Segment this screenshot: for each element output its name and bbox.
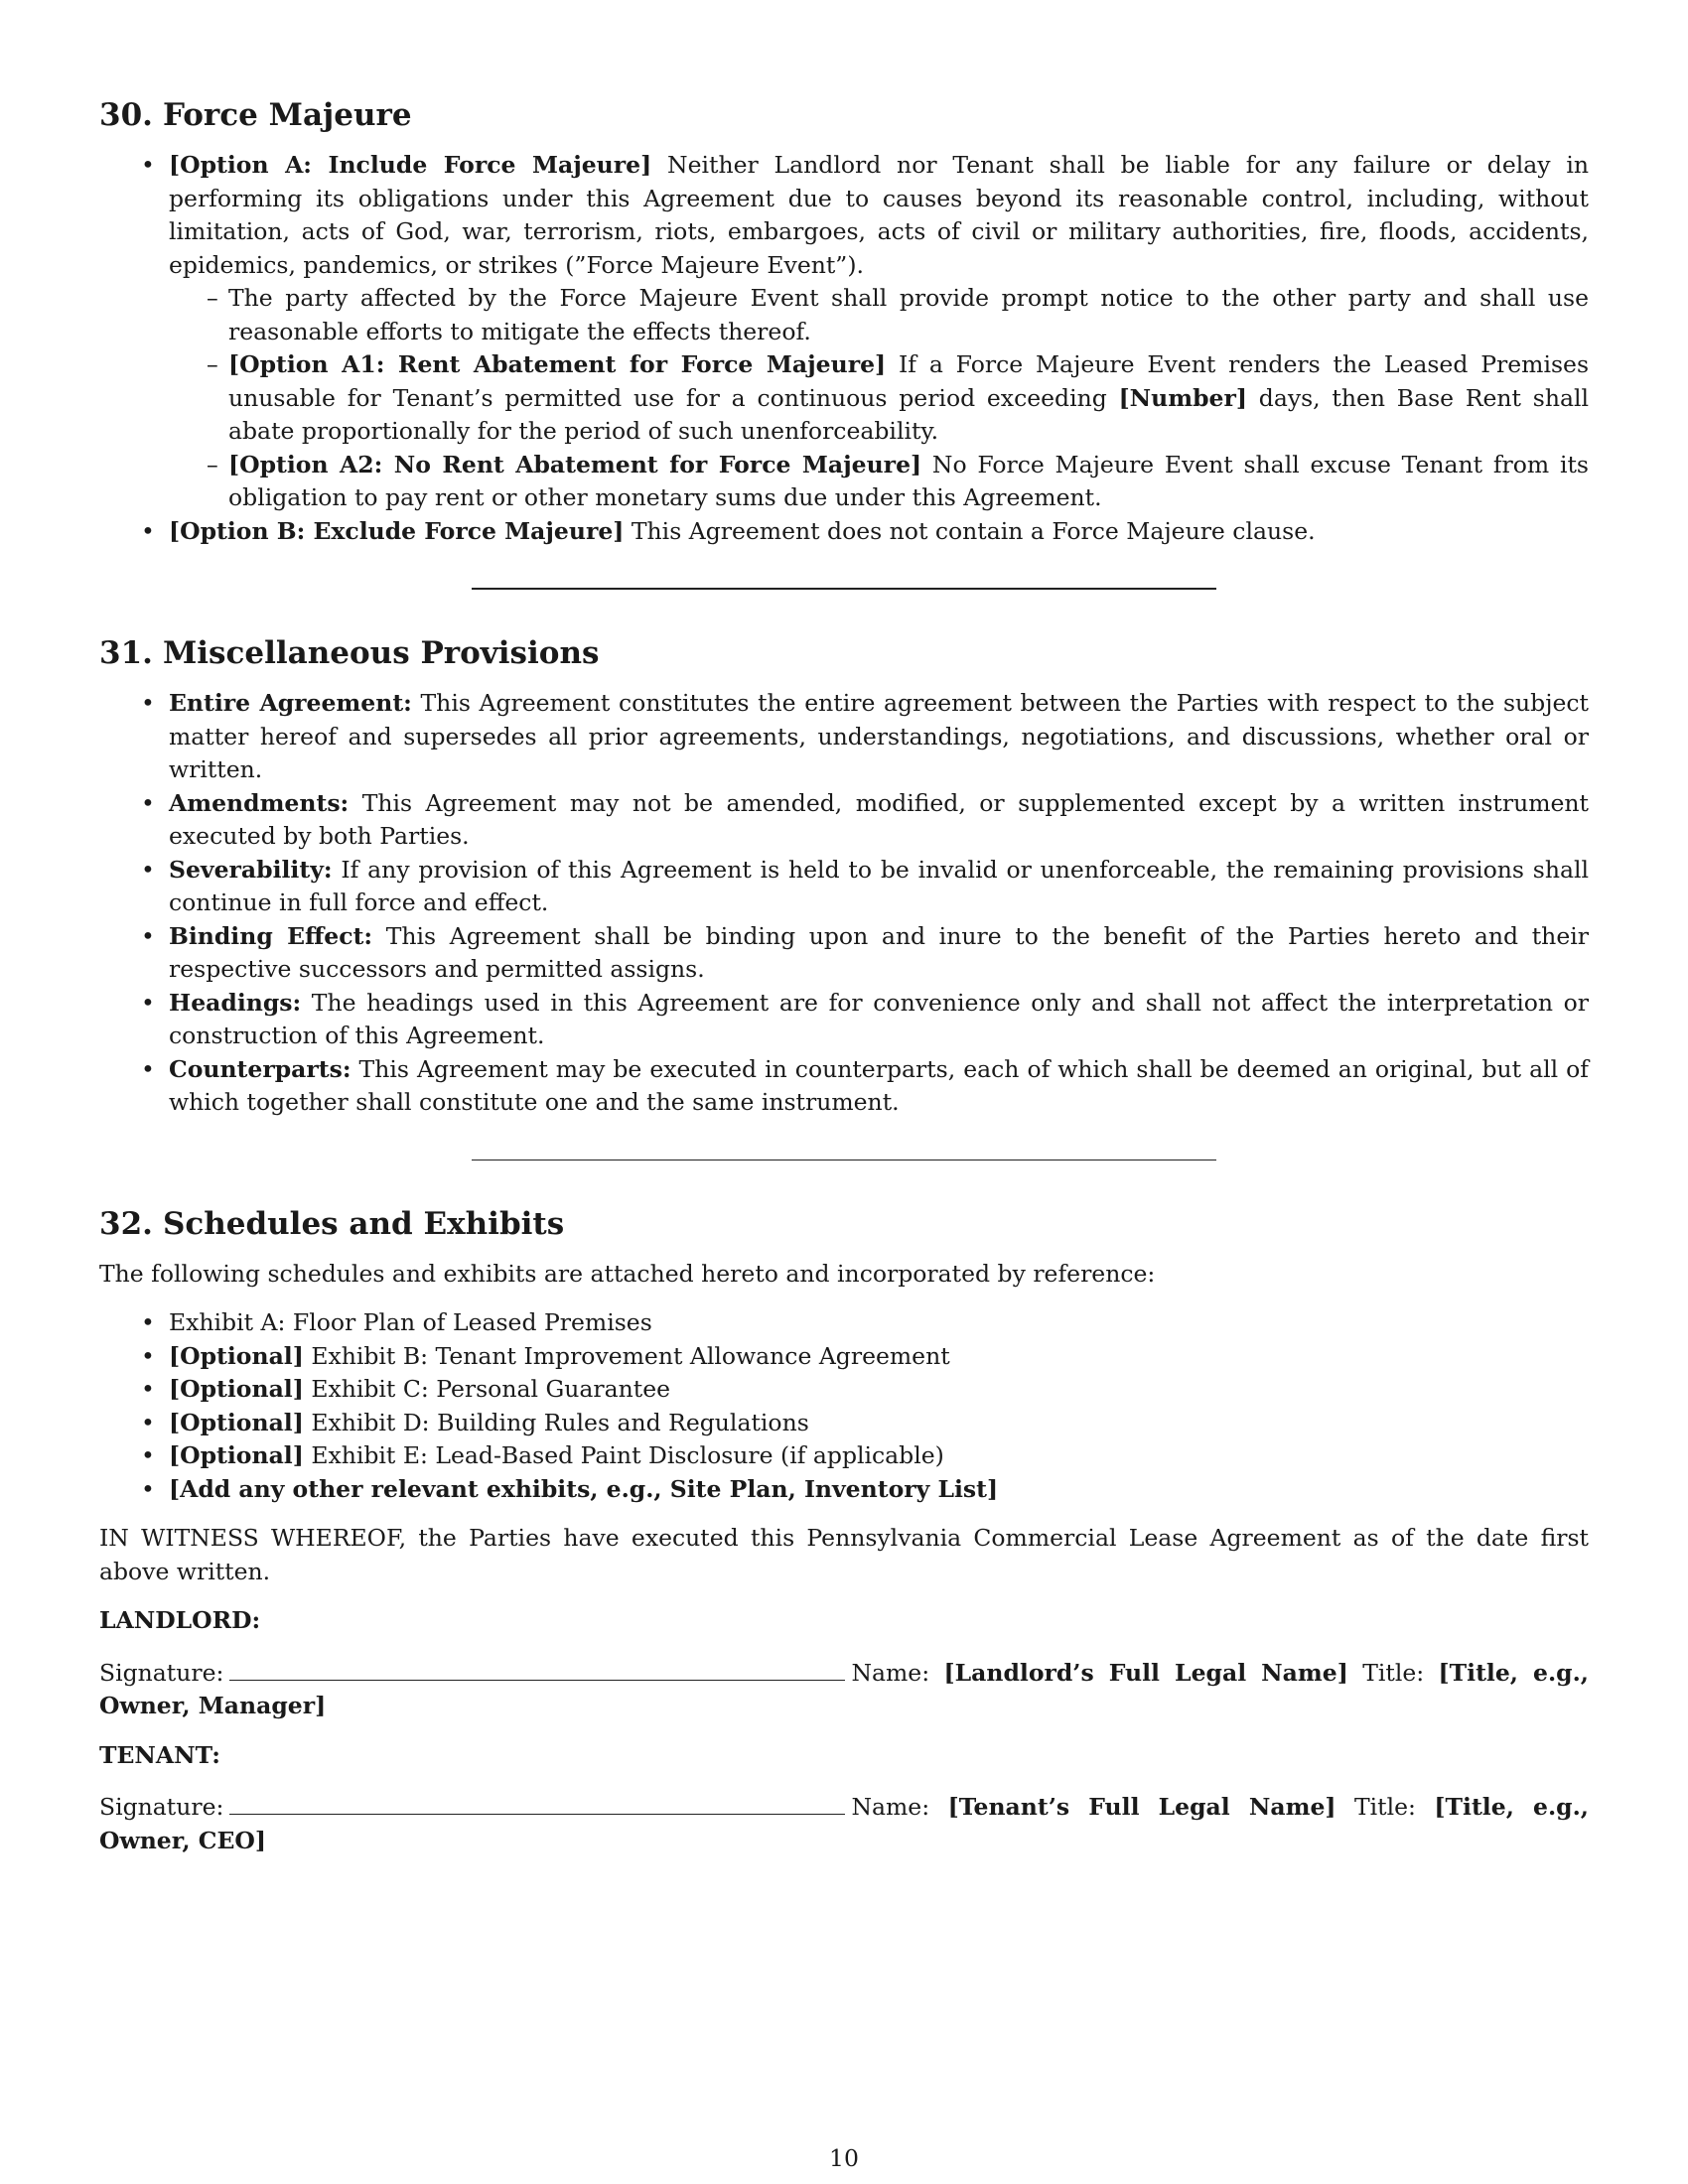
section-title: Miscellaneous Provisions [162,635,600,671]
sub-list-item [228,348,1589,449]
name-label: Name: [851,1793,930,1821]
section-30-heading [99,95,1589,135]
list-item [169,515,1589,549]
list-item [169,1407,1589,1440]
exhibits-intro: The following schedules and exhibits are attached hereto and incorporated by reference: [99,1259,1156,1288]
title-label: Title: [1353,1793,1416,1821]
option-label: [Option A2: No Rent Abatement for Force Majeure] [228,450,922,478]
tenant-title-placeholder: [Title, e.g., Owner, CEO] [99,1793,1589,1854]
provision-label: Counterparts: [169,1054,352,1083]
signature-label: Signature: [99,1793,224,1821]
provision-text: This Agreement may not be amended, modified, or supplemented except by a written instrument executed by both Parties. [169,788,1589,850]
provision-label: Severability: [169,855,333,884]
party-heading: TENANT: [99,1740,220,1769]
misc-provisions-list [99,687,1589,1120]
option-label: [Option A1: Rent Abatement for Force Majeure] [228,350,887,378]
provision-label: Headings: [169,988,302,1017]
optional-label: [Optional] [169,1441,304,1469]
witness-clause: IN WITNESS WHEREOF, the Parties have executed this Pennsylvania Commercial Lease Agreement as of the date first above written. [99,1524,1589,1585]
provision-text: The headings used in this Agreement are for convenience only and shall not affect the interpretation or construction of this Agreement. [169,988,1589,1049]
tenant-signature-block [99,1788,1589,1857]
list-item [169,1439,1589,1473]
force-majeure-list [99,149,1589,548]
tenant-heading [99,1739,1589,1773]
sub-list-item [228,449,1589,515]
option-text: This Agreement does not contain a Force Majeure clause. [624,516,1316,545]
provision-text: This Agreement may be executed in counterparts, each of which shall be deemed an original, but all of which together shall constitute one and the same instrument. [169,1054,1589,1116]
section-title: Force Majeure [162,97,412,133]
list-item [169,920,1589,987]
name-label: Name: [851,1658,930,1687]
landlord-heading [99,1604,1589,1638]
page-content [99,95,1589,1857]
title-label: Title: [1362,1658,1425,1687]
section-number: 31. [99,635,153,671]
exhibits-list [99,1306,1589,1506]
landlord-title-placeholder: [Title, e.g., Owner, Manager] [99,1658,1589,1719]
optional-label: [Optional] [169,1341,304,1370]
list-item [169,687,1589,787]
exhibit-text: Exhibit B: Tenant Improvement Allowance Agreement [303,1341,950,1370]
option-text: If a Force Majeure Event renders the Leased Premises unusable for Tenant’s permitted use for a continuous period exceeding [228,350,1589,412]
provision-label: Entire Agreement: [169,689,412,717]
list-item: • Exhibit A: Floor Plan of Leased Premises [169,1306,1589,1340]
option-text: days, then Base Rent shall abate proportionally for the period of such unenforceability. [228,383,1590,445]
section-31-heading [99,633,1589,673]
list-item [169,987,1589,1053]
landlord-signature-block [99,1654,1589,1723]
provision-text: This Agreement constitutes the entire agreement between the Parties with respect to the subject matter hereof and supersedes all prior agreements, understandings, negotiations, and discussions, whether oral or written. [169,689,1589,783]
optional-label: [Optional] [169,1408,304,1436]
sub-list [169,282,1589,515]
signature-label: Signature: [99,1658,224,1687]
list-item [169,149,1589,515]
party-heading: LANDLORD: [99,1606,261,1634]
provision-label: Amendments: [169,788,350,817]
landlord-signature-line[interactable] [229,1654,845,1681]
list-item [169,1053,1589,1120]
list-item [169,1473,1589,1507]
sub-list-item: – The party affected by the Force Majeure Event shall provide prompt notice to the other party and shall use reasonable efforts to mitigate the effects thereof. [228,282,1589,348]
exhibit-text: Exhibit C: Personal Guarantee [303,1375,671,1403]
section-number: 32. [99,1205,153,1242]
section-number: 30. [99,97,153,133]
exhibit-text: Exhibit D: Building Rules and Regulations [303,1408,809,1436]
tenant-name-placeholder: [Tenant’s Full Legal Name] [947,1793,1336,1821]
provision-text: This Agreement shall be binding upon and inure to the benefit of the Parties hereto and their respective successors and permitted assigns. [169,921,1589,983]
placeholder-number: [Number] [1118,383,1247,412]
option-label: [Option A: Include Force Majeure] [169,151,652,179]
option-text: Neither Landlord nor Tenant shall be liable for any failure or delay in performing its obligations under this Agreement due to causes beyond its reasonable control, including, without limitation, acts of God, war, terrorism, riots, embargoes, acts of civil or military authorities, fire, floods, accidents, epidemics, pandemics, or strikes (”Force Majeure Event”). [169,151,1589,279]
landlord-name-placeholder: [Landlord’s Full Legal Name] [943,1658,1348,1687]
provision-text: If any provision of this Agreement is held to be invalid or unenforceable, the remaining provisions shall continue in full force and effect. [169,855,1589,916]
section-title: Schedules and Exhibits [162,1205,565,1242]
list-item [169,787,1589,854]
tenant-signature-line[interactable] [229,1788,845,1815]
optional-label: [Optional] [169,1375,304,1403]
provision-label: Binding Effect: [169,921,373,950]
option-text: No Force Majeure Event shall excuse Tenant from its obligation to pay rent or other monetary sums due under this Agreement. [228,450,1589,511]
list-item [169,1340,1589,1374]
option-label: [Option B: Exclude Force Majeure] [169,516,625,545]
section-32-heading [99,1204,1589,1244]
list-item [169,854,1589,920]
exhibit-placeholder: [Add any other relevant exhibits, e.g., Site Plan, Inventory List] [169,1474,999,1503]
page-number: 10 [829,2144,859,2172]
exhibit-text: Exhibit E: Lead-Based Paint Disclosure (if applicable) [303,1441,944,1469]
list-item [169,1373,1589,1407]
